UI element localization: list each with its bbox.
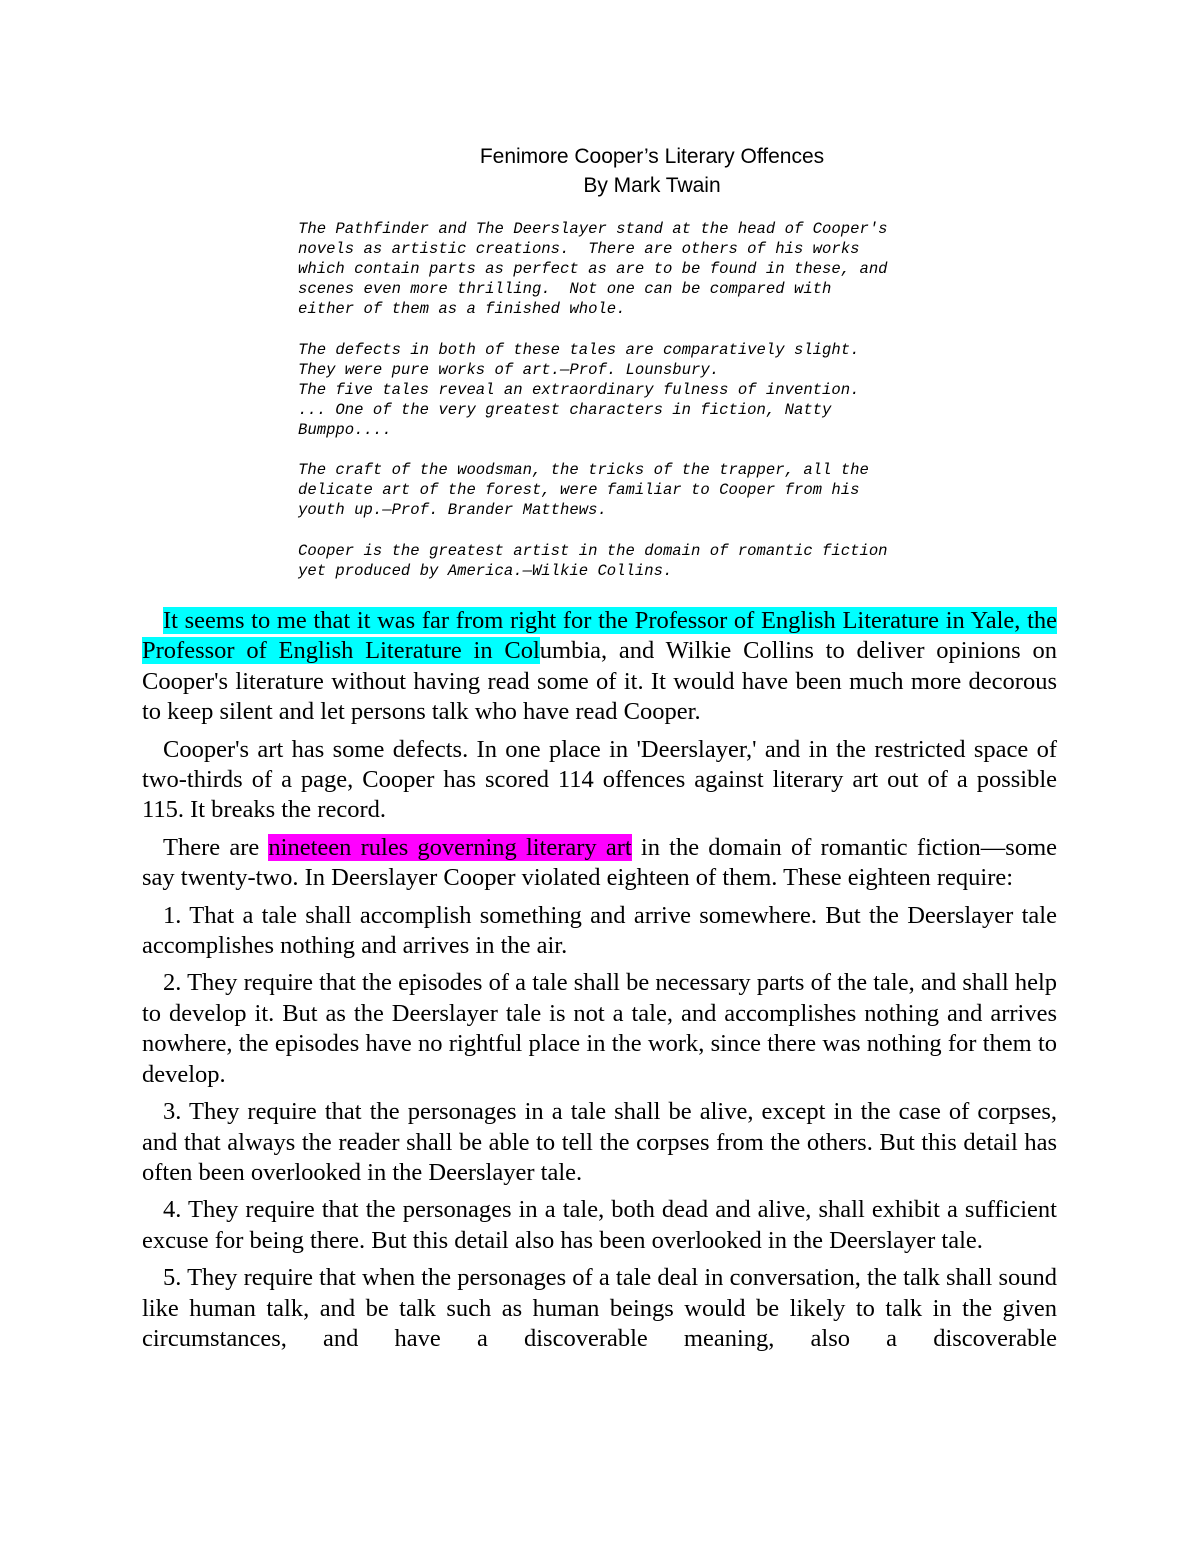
highlighted-text: nineteen rules governing literary art	[268, 833, 632, 861]
epigraph-line: scenes even more thrilling. Not one can be compared with	[298, 280, 832, 299]
paragraph-text: 2. They require that the episodes of a tale shall be necessary parts of the tale, and shall help to develop it. But as the Deerslayer tale is not a tale, and accomplishes nothing and arrives nowhere, the episodes have no rightful place in the work, since there was nothing for them to develop.	[142, 969, 1057, 1088]
epigraph-line: yet produced by America.—Wilkie Collins.	[298, 561, 673, 580]
epigraph	[298, 460, 998, 520]
epigraph-line: which contain parts as perfect as are to be found in these, and	[298, 260, 888, 279]
paragraph-text: in the domain of romantic fiction—some say twenty-two. In Deerslayer Cooper violated eighteen of them. These eighteen require:	[142, 833, 1057, 892]
highlighted-text: It seems to me that it was far from right for the Professor of English Literature in Yale, the Professor of English Literature in Col	[142, 607, 1057, 665]
epigraph-line: Bumppo....	[298, 420, 392, 439]
paragraph-text: There are	[163, 833, 269, 861]
epigraph-line: The defects in both of these tales are comparatively slight.	[298, 340, 860, 359]
paragraph-text: umbia, and Wilkie Collins to deliver opinions on Cooper's literature without having read some of it. It would have been much more decorous to keep silent and let persons talk who have read Cooper.	[142, 637, 1057, 726]
document-title: Fenimore Cooper’s Literary Offences	[479, 145, 825, 168]
list-item	[142, 1097, 1057, 1188]
paragraph	[142, 833, 1057, 894]
list-item	[142, 1263, 1057, 1354]
list-item	[142, 901, 1057, 962]
list-item	[142, 1195, 1057, 1256]
epigraph-line: The Pathfinder and The Deerslayer stand at the head of Cooper's	[298, 220, 888, 238]
epigraph-line: delicate art of the forest, were familiar to Cooper from his	[298, 481, 860, 500]
epigraph	[298, 219, 998, 319]
title-block	[0, 142, 1200, 200]
paragraph-text: 5. They require that when the personages of a tale deal in conversation, the talk shall sound like human talk, and be talk such as human beings would be likely to talk in the given circumstances, and have a discoverable meaning, also a discoverable	[142, 1264, 1057, 1352]
epigraph-line: novels as artistic creations. There are others of his works	[298, 240, 860, 259]
paragraph-text: 4. They require that the personages in a tale, both dead and alive, shall exhibit a sufficient excuse for being there. But this detail also has been overlooked in the Deerslayer tale.	[142, 1196, 1057, 1254]
paragraph-text: 3. They require that the personages in a tale shall be alive, except in the case of corpses, and that always the reader shall be able to tell the corpses from the others. But this detail has often been overlooked in the Deerslayer tale.	[142, 1098, 1057, 1186]
epigraph-line: The craft of the woodsman, the tricks of the trapper, all the	[298, 461, 869, 480]
body-text	[142, 606, 1057, 1361]
epigraph-line: The five tales reveal an extraordinary fulness of invention.	[298, 380, 860, 399]
list-item	[142, 968, 1057, 1090]
epigraph-line: either of them as a finished whole.	[298, 300, 626, 319]
epigraph	[298, 340, 998, 440]
paragraph	[142, 735, 1057, 826]
epigraph-line: They were pure works of art.—Prof. Lounsbury.	[298, 360, 720, 379]
epigraph-line: Cooper is the greatest artist in the domain of romantic fiction	[298, 541, 888, 560]
paragraph-text: Cooper's art has some defects. In one place in 'Deerslayer,' and in the restricted space of two-thirds of a page, Cooper has scored 114 offences against literary art out of a possible 115. It breaks the record.	[142, 735, 1057, 824]
document-author: By Mark Twain	[583, 174, 721, 197]
epigraphs	[298, 219, 998, 601]
paragraph-text: 1. That a tale shall accomplish something and arrive somewhere. But the Deerslayer tale accomplishes nothing and arrives in the air.	[142, 901, 1057, 960]
epigraph	[298, 541, 998, 581]
epigraph-line: ... One of the very greatest characters in fiction, Natty	[298, 400, 832, 419]
epigraph-line: youth up.—Prof. Brander Matthews.	[298, 501, 607, 520]
paragraph	[142, 606, 1057, 728]
